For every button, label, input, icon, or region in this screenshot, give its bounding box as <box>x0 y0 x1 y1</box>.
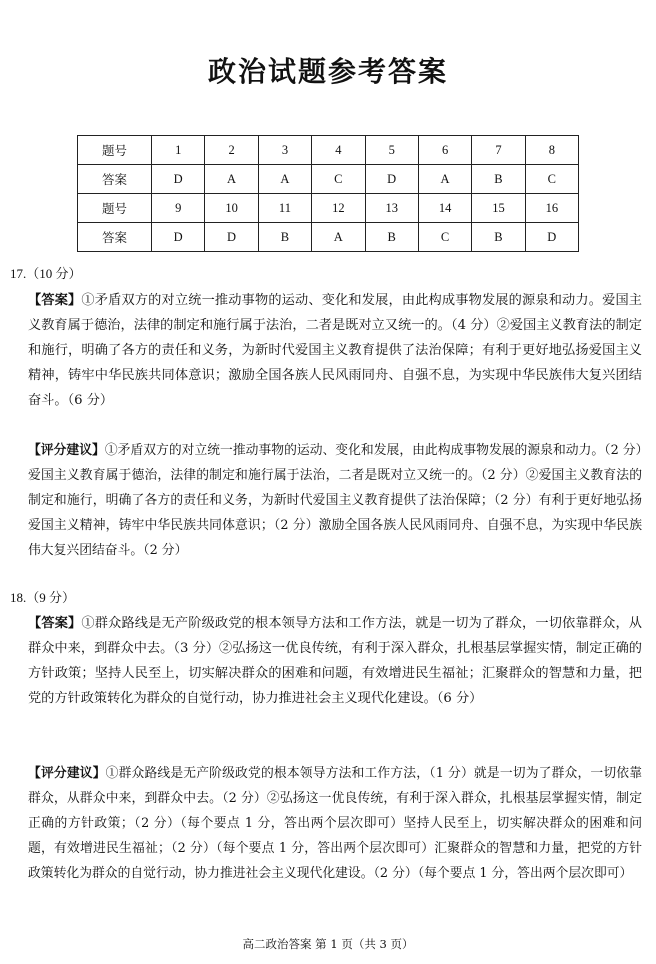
answer-cell: D <box>152 165 205 194</box>
row-header-question: 题号 <box>78 194 152 223</box>
question-17-scoring <box>28 438 642 563</box>
answer-cell: C <box>418 223 471 252</box>
scoring-label: 【评分建议】 <box>28 766 106 781</box>
question-number: 3 <box>258 136 311 165</box>
question-number: 2 <box>205 136 258 165</box>
answer-cell: D <box>152 223 205 252</box>
answer-cell: A <box>205 165 258 194</box>
question-number: 15 <box>472 194 525 223</box>
question-number: 7 <box>472 136 525 165</box>
answer-cell: C <box>525 165 578 194</box>
question-number: 14 <box>418 194 471 223</box>
scoring-text: ①矛盾双方的对立统一推动事物的运动、变化和发展，由此构成事物发展的源泉和动力。（2 分）爱国主义教育属于德治，法律的制定和施行属于法治，二者是既对立又统一的。（2 分）②爱国主义教育法的制定和施行，明确了各方的责任和义务，为新时代爱国主义教育提供了法治保障；（2 分）有利于更好地弘扬爱国主义精神，铸牢中华民族共同体意识；（2 分）激励全国各族人民风雨同舟、自强不息，为实现中华民族伟大复兴团结奋斗。（2 分） <box>28 443 642 558</box>
answer-cell: D <box>205 223 258 252</box>
answer-cell: C <box>312 165 365 194</box>
question-number: 8 <box>525 136 578 165</box>
table-row <box>78 165 579 194</box>
answer-label: 【答案】 <box>28 616 82 631</box>
row-header-question: 题号 <box>78 136 152 165</box>
page-footer: 高二政治答案 第 1 页（共 3 页） <box>242 937 414 951</box>
question-number: 5 <box>365 136 418 165</box>
table-row <box>78 136 579 165</box>
answer-cell: B <box>472 165 525 194</box>
answer-cell: B <box>258 223 311 252</box>
page-title: 政治试题参考答案 <box>207 55 448 88</box>
question-number: 16 <box>525 194 578 223</box>
question-17-answer <box>28 288 642 413</box>
question-number: 4 <box>312 136 365 165</box>
answer-cell: A <box>258 165 311 194</box>
question-number: 6 <box>418 136 471 165</box>
answer-cell: A <box>312 223 365 252</box>
question-number: 11 <box>258 194 311 223</box>
table-row <box>78 223 579 252</box>
answer-cell: B <box>472 223 525 252</box>
answer-label: 【答案】 <box>28 293 82 308</box>
table-row <box>78 194 579 223</box>
question-18-answer <box>28 611 642 711</box>
scoring-text: ①群众路线是无产阶级政党的根本领导方法和工作方法，（1 分）就是一切为了群众，一切依靠群众，从群众中来，到群众中去。（2 分）②弘扬这一优良传统，有利于深入群众，扎根基层掌握实情，制定正确的方针政策；（2 分）（每个要点 1 分，答出两个层次即可）坚持人民至上，切实解决群众的困难和问题，有效增进民生福祉；（2 分）（每个要点 1 分，答出两个层次即可）汇聚群众的智慧和力量，把党的方针政策转化为群众的自觉行动，协力推进社会主义现代化建设。（2 分）（每个要点 1 分，答出两个层次即可） <box>28 766 643 881</box>
answer-cell: D <box>365 165 418 194</box>
answer-cell: A <box>418 165 471 194</box>
answer-cell: B <box>365 223 418 252</box>
answer-cell: D <box>525 223 578 252</box>
question-17-heading: 17.（10 分） <box>10 266 82 281</box>
scoring-label: 【评分建议】 <box>28 443 105 458</box>
question-number: 12 <box>312 194 365 223</box>
answer-text: ①矛盾双方的对立统一推动事物的运动、变化和发展，由此构成事物发展的源泉和动力。爱国主义教育属于德治，法律的制定和施行属于法治，二者是既对立又统一的。（4 分）②爱国主义教育法的制定和施行，明确了各方的责任和义务，为新时代爱国主义教育提供了法治保障；有利于更好地弘扬爱国主义精神，铸牢中华民族共同体意识；激励全国各族人民风雨同舟、自强不息，为实现中华民族伟大复兴团结奋斗。（6 分） <box>28 293 642 408</box>
question-number: 10 <box>205 194 258 223</box>
question-number: 13 <box>365 194 418 223</box>
row-header-answer: 答案 <box>78 165 152 194</box>
question-number: 1 <box>152 136 205 165</box>
answer-table <box>77 135 579 252</box>
row-header-answer: 答案 <box>78 223 152 252</box>
question-number: 9 <box>152 194 205 223</box>
question-18-heading: 18.（9 分） <box>10 590 76 605</box>
question-18-scoring <box>28 761 642 886</box>
answer-text: ①群众路线是无产阶级政党的根本领导方法和工作方法，就是一切为了群众，一切依靠群众，从群众中来，到群众中去。（3 分）②弘扬这一优良传统，有利于深入群众，扎根基层掌握实情，制定正确的方针政策；坚持人民至上，切实解决群众的困难和问题，有效增进民生福祉；汇聚群众的智慧和力量，把党的方针政策转化为群众的自觉行动，协力推进社会主义现代化建设。（6 分） <box>28 616 642 706</box>
